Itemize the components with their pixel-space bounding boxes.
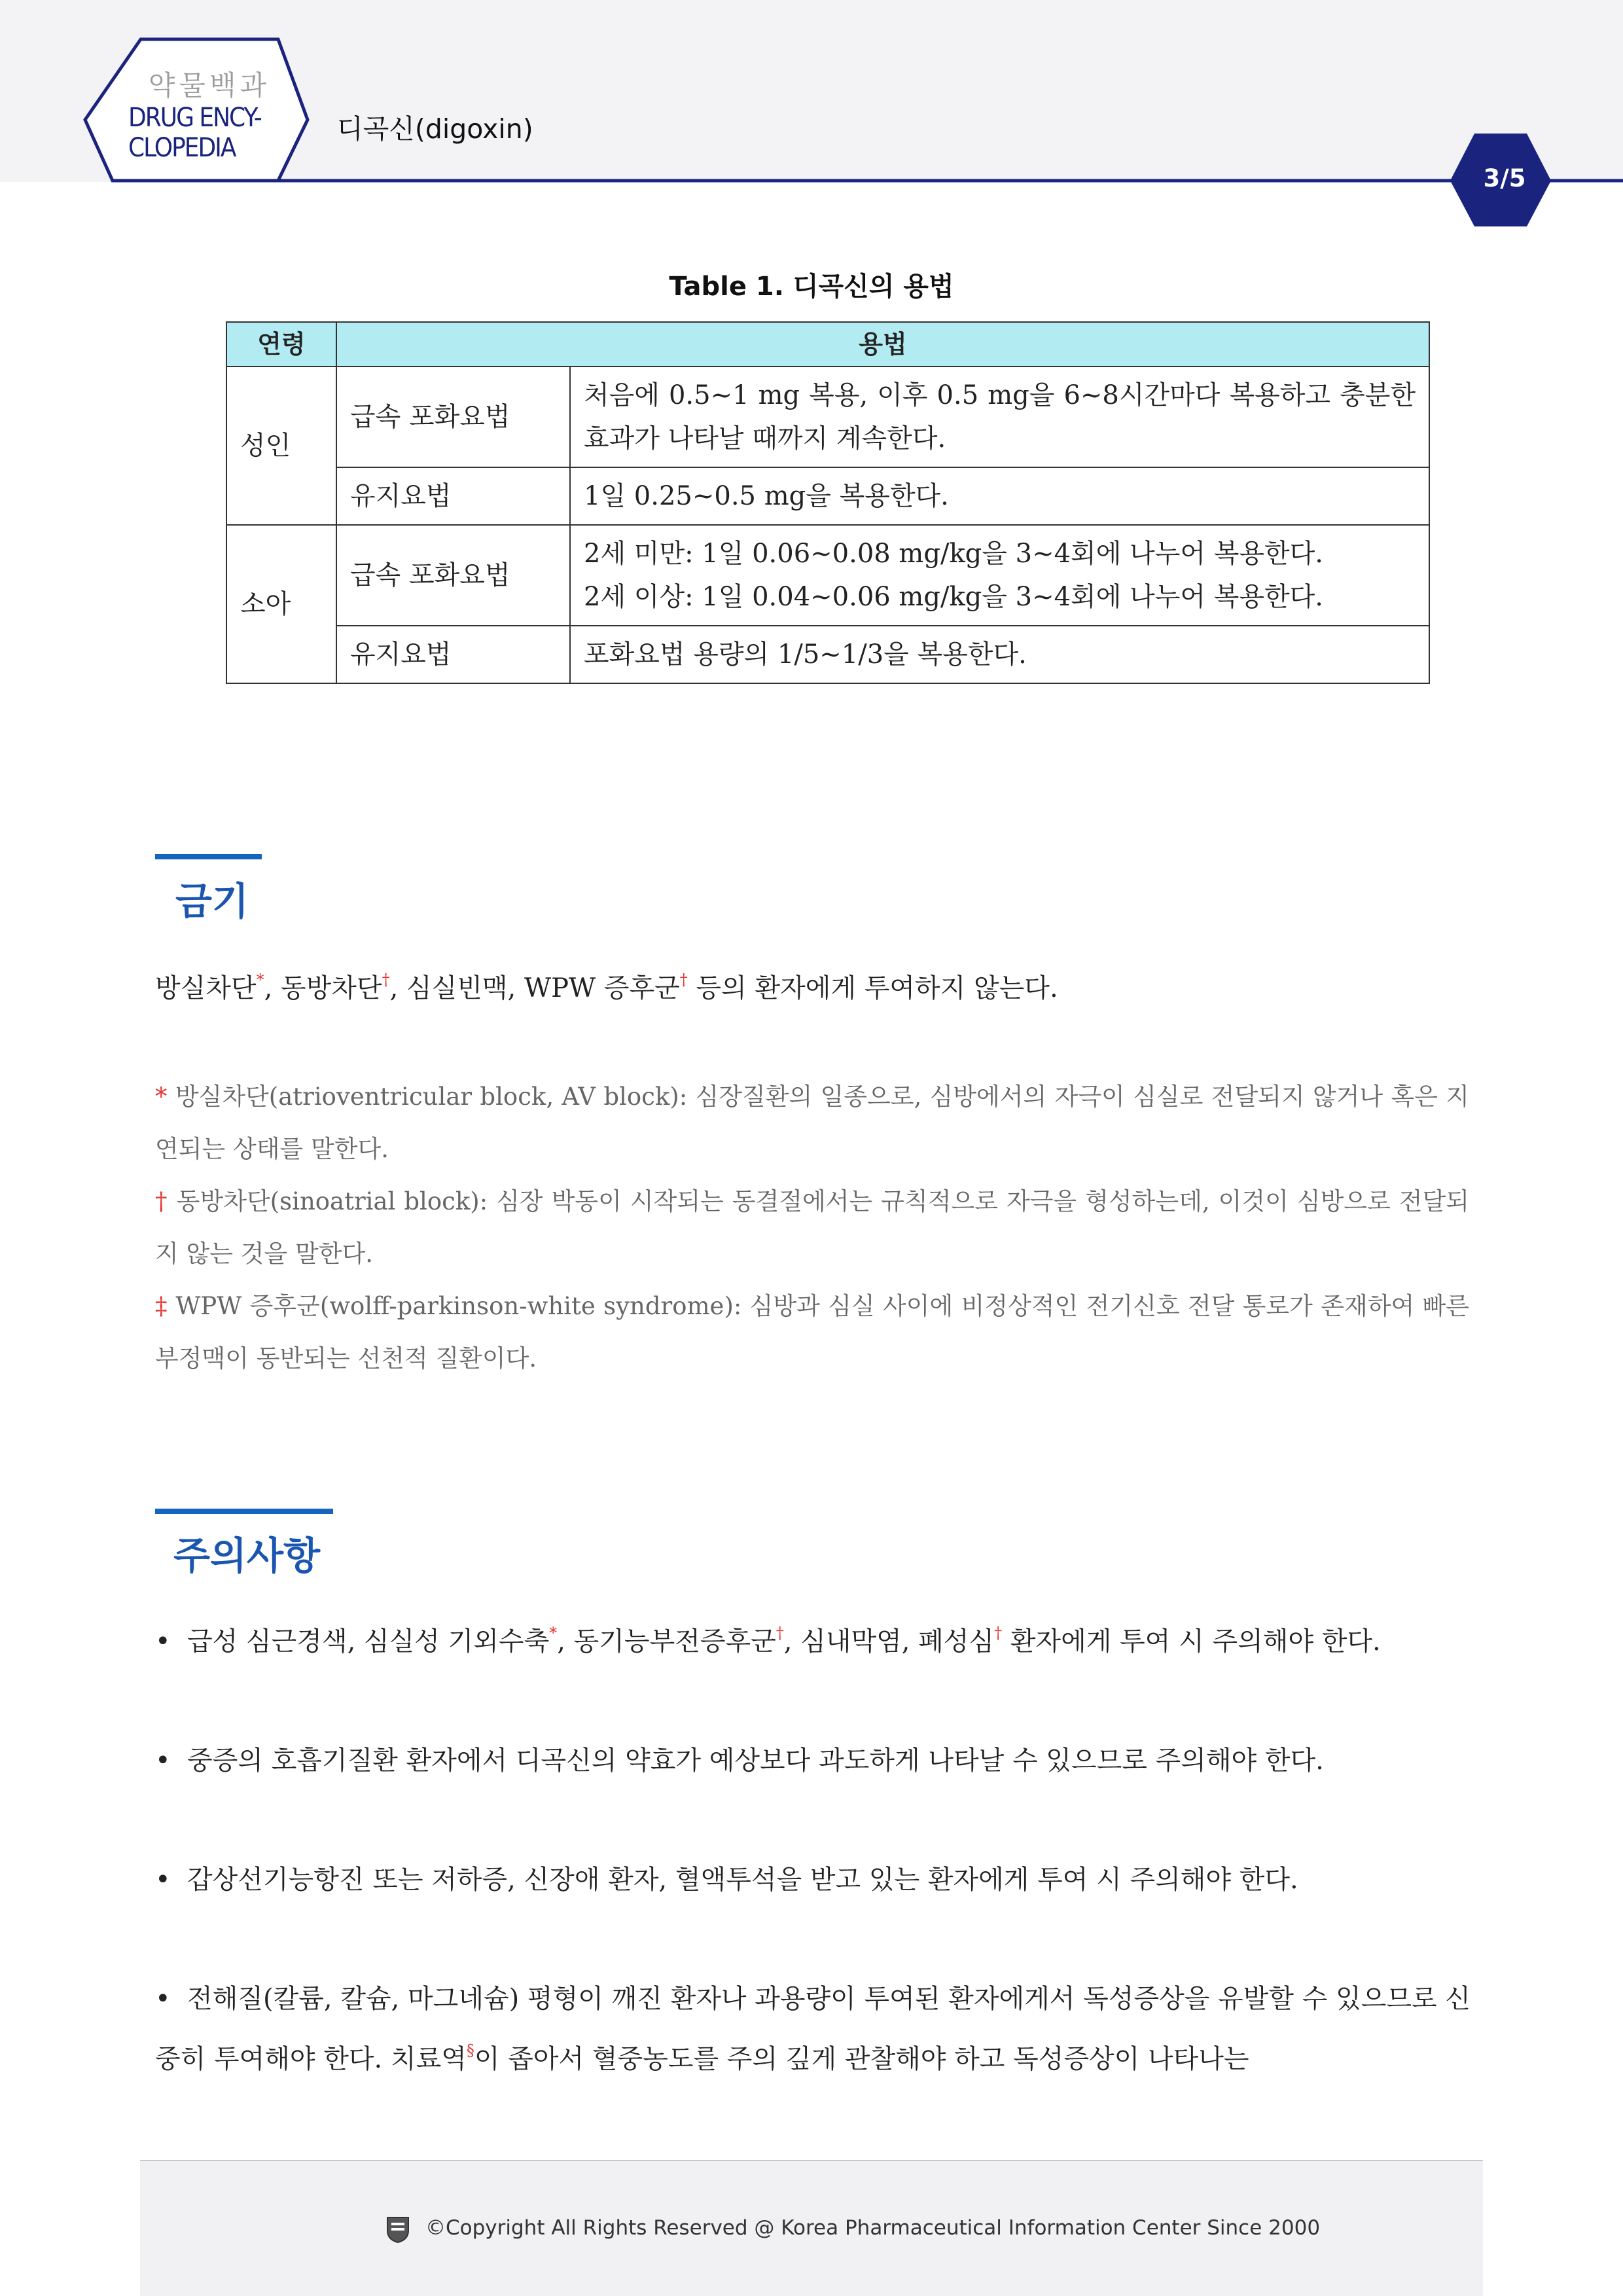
usage-line: 2세 미만: 1일 0.06~0.08 mg/kg을 3~4회에 나누어 복용한다.: [584, 539, 1323, 569]
usage-text: [570, 525, 1429, 626]
footnote-mark: §: [466, 2041, 474, 2060]
method-rapid: 급속 포화요법: [336, 367, 570, 467]
footer-divider: [140, 2160, 1483, 2161]
header-usage: 용법: [336, 322, 1429, 367]
method-rapid: 급속 포화요법: [336, 525, 570, 626]
footnote-mark: †: [994, 1624, 1003, 1642]
table-header-row: [226, 322, 1429, 367]
age-child: 소아: [226, 525, 336, 683]
logo-line-1: DRUG ENCY-: [128, 103, 261, 133]
document-title: 디곡신(digoxin): [337, 113, 533, 145]
section-title-precautions: 주의사항: [173, 1534, 321, 1578]
footnote-av-block: * 방실차단(atrioventricular block, AV block): 심장질환의 일종으로, 심방에서의 자극이 심실로 전달되지 않거나 혹은 지연되는 상태를 말한다.: [155, 1083, 1469, 1163]
copyright-text: ©Copyright All Rights Reserved @ Korea Pharmaceutical Information Center Since 2000: [425, 2216, 1321, 2240]
header-age: 연령: [226, 322, 336, 367]
list-item: • 갑상선기능항진 또는 저하증, 신장애 환자, 혈액투석을 받고 있는 환자에게 투여 시 주의해야 한다.: [155, 1865, 1298, 1895]
footnote-mark: †: [679, 971, 688, 989]
usage-line: 2세 이상: 1일 0.04~0.06 mg/kg을 3~4회에 나누어 복용한다.: [584, 582, 1323, 612]
usage-text: 1일 0.25~0.5 mg을 복용한다.: [570, 467, 1429, 525]
footnote-mark: †: [776, 1624, 784, 1642]
usage-text: 처음에 0.5~1 mg 복용, 이후 0.5 mg을 6~8시간마다 복용하고 충분한 효과가 나타날 때까지 계속한다.: [570, 367, 1429, 467]
footnote-mark: *: [256, 971, 264, 989]
table-row: [226, 367, 1429, 467]
method-maintenance: 유지요법: [336, 467, 570, 525]
section-accent-bar: [155, 1509, 333, 1514]
logo-korean: 약물백과: [148, 69, 271, 101]
age-adult: 성인: [226, 367, 336, 525]
kpic-logo-icon: [385, 2214, 411, 2244]
dosage-table: [226, 321, 1430, 684]
table-caption: Table 1. 디곡신의 용법: [669, 272, 954, 302]
usage-text: 포화요법 용량의 1/5~1/3을 복용한다.: [570, 626, 1429, 683]
footnote-wpw: ‡ WPW 증후군(wolff-parkinson-white syndrome): 심방과 심실 사이에 비정상적인 전기신호 전달 통로가 존재하여 빠른 부정맥이 동반되는 선천적 질환이다.: [155, 1292, 1470, 1372]
list-item: • 급성 심근경색, 심실성 기외수축*, 동기능부전증후군†, 심내막염, 폐성심† 환자에게 투여 시 주의해야 한다.: [155, 1624, 1381, 1657]
method-maintenance: 유지요법: [336, 626, 570, 683]
footnote-mark: *: [549, 1624, 558, 1642]
logo-line-2: CLOPEDIA: [128, 133, 236, 163]
footnote-mark: †: [382, 971, 390, 989]
table-row: [226, 626, 1429, 683]
list-item: • 중증의 호흡기질환 환자에서 디곡신의 약효가 예상보다 과도하게 나타날 수 있으므로 주의해야 한다.: [155, 1746, 1324, 1776]
section-accent-bar: [155, 854, 262, 859]
footnote-sa-block: † 동방차단(sinoatrial block): 심장 박동이 시작되는 동결절에서는 규칙적으로 자극을 형성하는데, 이것이 심방으로 전달되지 않는 것을 말한다.: [155, 1187, 1470, 1268]
section-title-contraindications: 금기: [175, 879, 249, 924]
contraindication-text: 방실차단*, 동방차단†, 심실빈맥, WPW 증후군† 등의 환자에게 투여하지 않는다.: [155, 971, 1058, 1003]
table-row: [226, 525, 1429, 626]
list-item: • 전해질(칼륨, 칼슘, 마그네슘) 평형이 깨진 환자나 과용량이 투여된 환자에게서 독성증상을 유발할 수 있으므로 신중히 투여해야 한다. 치료역§이 좁아서 혈중농도를 주의 깊게 관찰해야 하고 독성증상이 나타나는: [155, 1984, 1471, 2074]
page-number: 3/5: [1483, 164, 1526, 192]
table-row: [226, 467, 1429, 525]
